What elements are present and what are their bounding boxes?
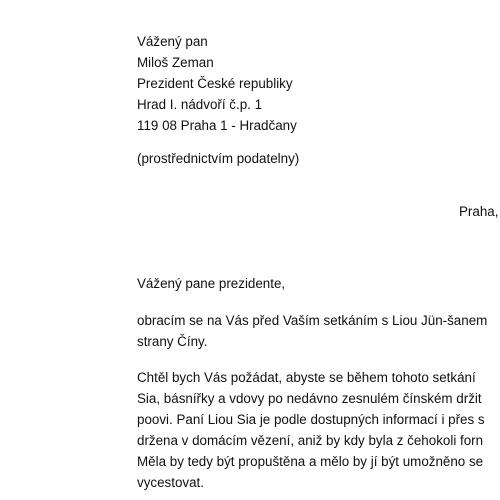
paragraph1-line2: strany Číny.	[137, 334, 208, 349]
salutation: Vážený pane prezidente,	[137, 276, 286, 291]
paragraph2-line6: vycestovat.	[137, 475, 204, 490]
recipient-title: Vážený pan	[137, 34, 208, 49]
place-date: Praha,	[459, 204, 499, 219]
paragraph2-line3: poovi. Paní Liou Sia je podle dostupných informací i přes s	[137, 412, 485, 427]
paragraph2-line2: Sia, básnířky a vdovy po nedávno zesnulém čínském držit	[137, 391, 482, 406]
paragraph2-line1: Chtěl bych Vás požádat, abyste se během tohoto setkání	[137, 370, 476, 385]
recipient-position: Prezident České republiky	[137, 76, 293, 91]
recipient-name: Miloš Zeman	[137, 55, 214, 70]
delivery-note: (prostřednictvím podatelny)	[137, 151, 300, 166]
paragraph1-line1: obracím se na Vás před Vaším setkáním s Liou Jün-šanem	[137, 313, 488, 328]
paragraph2-line5: Měla by tedy být propuštěna a mělo by jí být umožněno se	[137, 454, 484, 469]
paragraph2-line4: držena v domácím vězení, aniž by kdy byla z čehokoli forn	[137, 433, 484, 448]
recipient-address-line2: 119 08 Praha 1 - Hradčany	[137, 118, 297, 133]
recipient-address-line1: Hrad I. nádvoří č.p. 1	[137, 97, 263, 112]
